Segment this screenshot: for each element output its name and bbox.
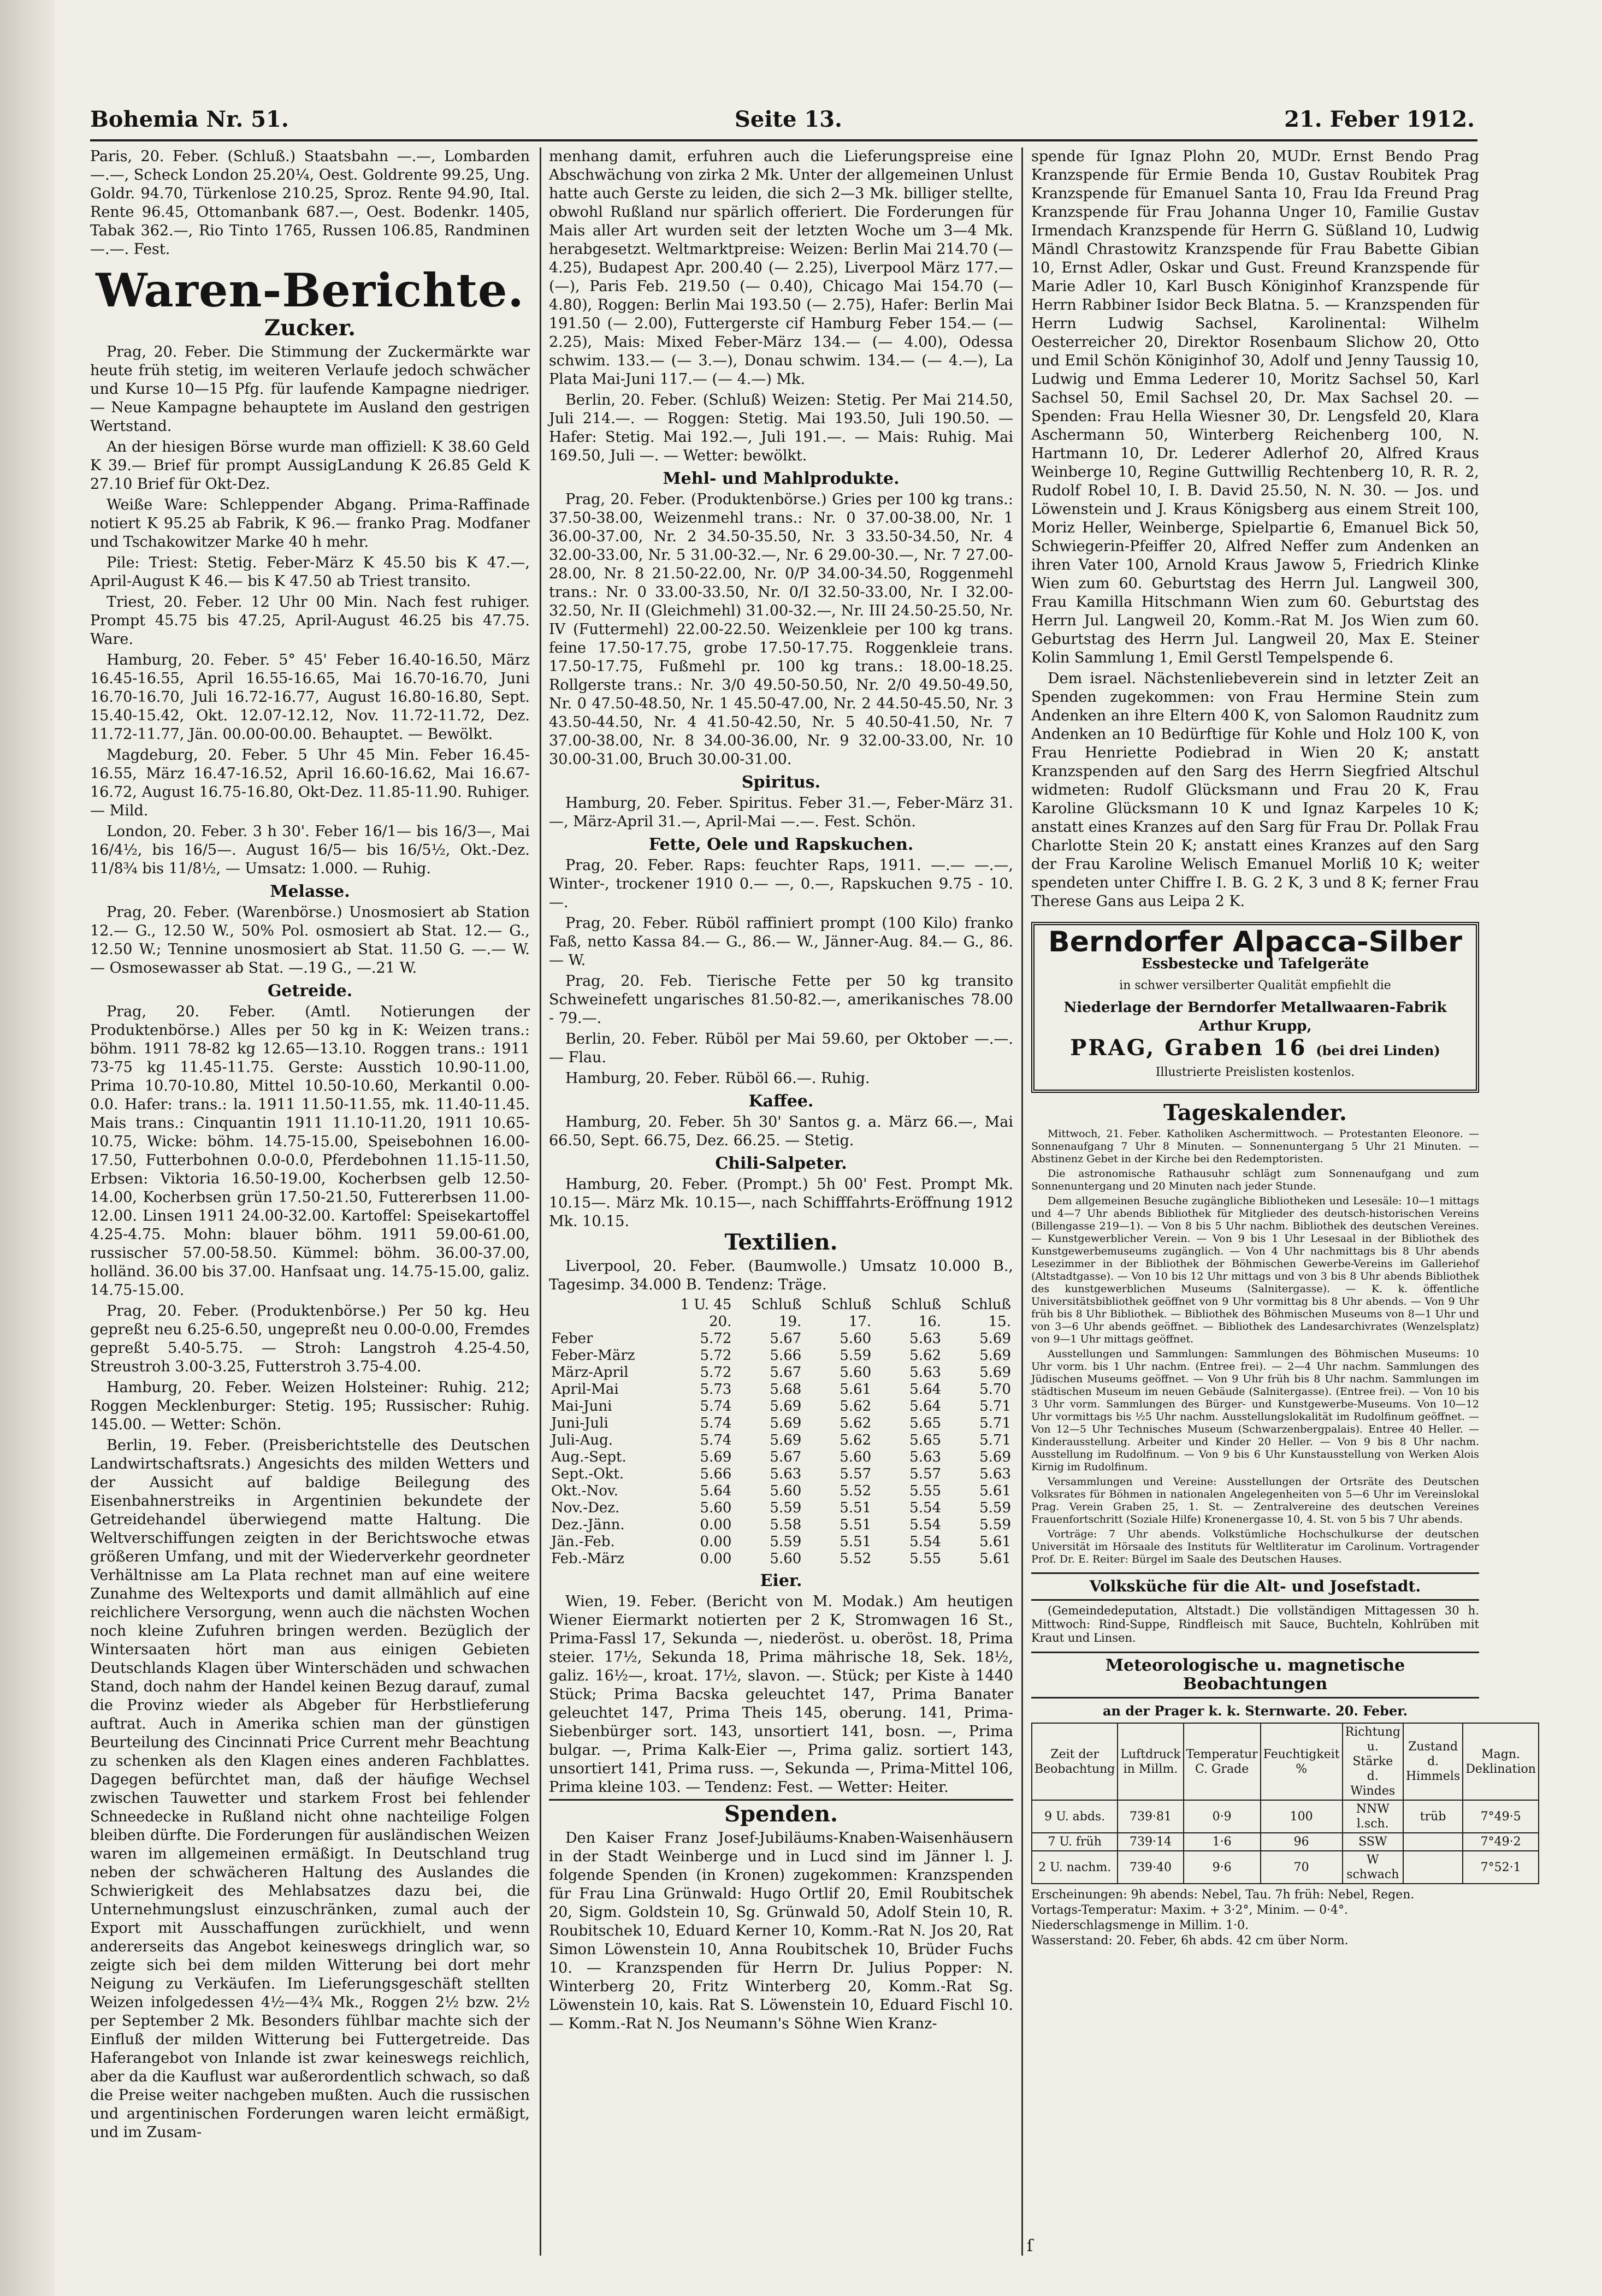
ad-address	[1041, 1035, 1469, 1061]
spenden-paragraph: Den Kaiser Franz Josef-Jubiläums-Knaben-Waisenhäusern in der Stadt Weinberge und in Lucd sind im Jänner l. J. folgende Spenden (in Kronen) zugekommen: Kranzspenden für Frau Lina Grünwald: Hugo Ortlif 20, Emil Roubitschek 20, Sigm. Goldstein 10, Sg. Grünwald 50, Adolf Stein 10, R. Roubitschek 10, Eduard Kerner 10, Komm.-Rat N. Jos 20, Rat Simon Löwenstein 10, Anna Roubitschek 10, Brüder Fuchs 10. — Kranzspenden für Herrn Dr. Julius Popper: N. Winterberg 20, Fritz Winterberg 20, Komm.-Rat Sg. Löwenstein 10, kais. Rat S. Löwenstein 10, Eduard Fischl 10. — Komm.-Rat N. Jos Neumann's Söhne Wien Kranz-	[549, 1830, 1013, 2032]
berlin-paragraph: Berlin, 20. Feber. (Schluß) Weizen: Stetig. Per Mai 214.50, Juli 214.—. — Roggen: Stetig. Mai 193.50, Juli 190.50. — Hafer: Stetig. Mai 192.—, Juli 191.—. — Mais: Ruhig. Mai 169.50, Juli —. — Wetter: bewölkt.	[549, 392, 1013, 464]
table-cell: 9·6	[1184, 1851, 1261, 1884]
column-1	[90, 147, 530, 2144]
table-cell: 5.62	[909, 1347, 942, 1364]
table-header-cell: Schluß	[821, 1297, 872, 1313]
table-cell: 5.62	[840, 1398, 872, 1415]
meteorology-note: Wasserstand: 20. Feber, 6h abds. 42 cm über Norm.	[1031, 1934, 1349, 1948]
ad-line: in schwer versilberter Qualität empfiehlt die	[1119, 979, 1391, 992]
table-header-cell: Temperatur C. Grade	[1184, 1723, 1261, 1800]
table-cell: 5.71	[979, 1398, 1011, 1415]
table-cell: Aug.-Sept.	[551, 1449, 626, 1465]
table-cell: 0·9	[1184, 1800, 1261, 1833]
getreide-paragraph: Prag, 20. Feber. (Produktenbörse.) Per 50 kg. Heu gepreßt neu 6.25-6.50, ungepreßt neu 0.00-0.00, Fremdes gepreßt 5.40-5.75. — Stroh: Langstroh 4.25-4.50, Streustroh 3.00-3.25, Futterstroh 3.75-4.00.	[90, 1303, 530, 1375]
ad-line: Niederlage der Berndorfer Metallwaaren-Fabrik Arthur Krupp,	[1063, 999, 1447, 1034]
table-header-cell: 16.	[918, 1313, 942, 1330]
table-cell: 5.72	[700, 1347, 732, 1364]
table-cell: 5.60	[840, 1449, 872, 1465]
kaffee-heading: Kaffee.	[748, 1092, 814, 1111]
volkskueche-heading: Volksküche für die Alt- und Josefstadt.	[1031, 1572, 1479, 1601]
table-cell: SSW	[1343, 1833, 1403, 1851]
table-header-cell	[549, 1297, 662, 1313]
tageskalender-paragraph: Die astronomische Rathausuhr schlägt zum Sonnenaufgang und zum Sonnenuntergang und 20 Minuten nach jeder Stunde.	[1031, 1168, 1479, 1192]
table-header-row	[1032, 1723, 1539, 1800]
table-cell	[1403, 1851, 1463, 1884]
table-cell: 5.72	[700, 1330, 732, 1347]
getreide-paragraph: Hamburg, 20. Feber. Weizen Holsteiner: Ruhig. 212; Roggen Mecklenburger: Stetig. 195; Russischer: Ruhig. 145.00. — Wetter: Schön.	[90, 1379, 530, 1433]
zucker-paragraph: Pile: Triest: Stetig. Feber-März K 45.50 bis K 47.—, April-August K 46.— bis K 47.50 ab Triest transito.	[90, 554, 530, 590]
tageskalender-paragraph: Vorträge: 7 Uhr abends. Volkstümliche Hochschulkurse der deutschen Universität im Hörsaale des Instituts für Weltliteratur im Carolinum. Vortragender Prof. Dr. E. Reiter: Bürgel im Saale des Deutschen Hauses.	[1031, 1528, 1479, 1565]
table-header-cell: Feuchtigkeit %	[1261, 1723, 1343, 1800]
table-header-cell	[549, 1313, 662, 1330]
zucker-paragraph: Hamburg, 20. Feber. 5° 45' Feber 16.40-16.50, März 16.45-16.55, April 16.55-16.65, Mai 16.70-16.70, Juni 16.70-16.70, Juli 16.72-16.77, August 16.80-16.80, Sept. 15.40-15.42, Okt. 12.07-12.12, Nov. 11.72-11.72, Dez. 11.72-11.77, Jän. 00.00-00.00. Behauptet. — Bewölkt.	[90, 652, 530, 743]
table-cell: 7°49·5	[1463, 1800, 1539, 1833]
table-cell: 5.59	[770, 1500, 802, 1516]
zucker-heading: Zucker.	[264, 315, 356, 341]
table-cell: Feber	[551, 1330, 593, 1347]
column-2	[549, 147, 1013, 2035]
table-cell	[1403, 1833, 1463, 1851]
table-cell: 7°49·2	[1463, 1833, 1539, 1851]
meteorology-notes	[1031, 1887, 1479, 1949]
table-cell: 5.62	[840, 1432, 872, 1448]
table-cell: 5.63	[909, 1364, 942, 1381]
table-cell: 5.61	[979, 1551, 1011, 1567]
fette-paragraph: Prag, 20. Feber. Rüböl raffiniert prompt (100 Kilo) franko Faß, netto Kassa 84.— G., 86.— W., Jänner-Aug. 84.— G., 86.— W.	[549, 915, 1013, 969]
table-cell: Mai-Juni	[551, 1398, 612, 1415]
table-cell: 5.74	[700, 1398, 732, 1415]
table-cell: 5.67	[770, 1364, 802, 1381]
table-row	[549, 1415, 1013, 1432]
table-cell: 5.62	[840, 1415, 872, 1431]
table-header-cell: Schluß	[961, 1297, 1011, 1313]
table-cell: 5.51	[840, 1517, 872, 1533]
table-cell: 5.65	[909, 1415, 942, 1431]
footer-mark: ſ	[1027, 2236, 1033, 2256]
table-cell: 5.69	[979, 1330, 1011, 1347]
table-date-row	[549, 1313, 1013, 1330]
table-row	[549, 1534, 1013, 1551]
table-cell: 5.68	[770, 1381, 802, 1398]
table-cell: 5.63	[909, 1449, 942, 1465]
table-cell: 5.60	[840, 1364, 872, 1381]
table-cell: trüb	[1403, 1800, 1463, 1833]
meteorology-table	[1031, 1723, 1539, 1884]
table-cell: 5.69	[979, 1347, 1011, 1364]
column-3	[1031, 147, 1536, 1949]
table-cell: Feber-März	[551, 1347, 635, 1364]
table-header-cell: Richtung u. Stärke d. Windes	[1343, 1723, 1403, 1800]
table-cell: 5.61	[979, 1534, 1011, 1550]
table-cell: 5.54	[909, 1517, 942, 1533]
table-cell: 5.55	[909, 1551, 942, 1567]
table-row	[549, 1364, 1013, 1381]
eier-heading: Eier.	[760, 1571, 802, 1590]
table-row	[549, 1551, 1013, 1567]
table-cell: 5.52	[840, 1551, 872, 1567]
israel-verein-paragraph: Dem israel. Nächstenliebeverein sind in letzter Zeit an Spenden zugekommen: von Frau Hermine Stein zum Andenken an ihre Eltern 400 K, von Salomon Raudnitz zum Andenken an 10 Bedürftige für Kohle und Holz 100 K, von Frau Henriette Podiebrad in Wien 20 K; anstatt Kranzspenden auf den Sarg des Herrn Siegfried Altschul widmeten: Rudolf Glücksmann und Frau 20 K, Frau Karoline Glücksmann 10 K und Ignaz Karpeles 10 K; anstatt eines Kranzes auf den Sarg für Frau Dr. Pollak Frau Charlotte Stein 20 K; anstatt eines Kranzes auf den Sarg der Frau Karoline Welisch Emanuel Morliß 10 K; weiter spendeten unter Chiffre I. B. G. 2 K, 3 und 8 K; ferner Frau Therese Gans aus Leipa 2 K.	[1031, 670, 1479, 910]
table-cell: 0.00	[700, 1551, 732, 1567]
table-cell: 96	[1261, 1833, 1343, 1851]
table-cell: März-April	[551, 1364, 629, 1381]
table-cell: 5.59	[979, 1517, 1011, 1533]
fette-paragraph: Berlin, 20. Feber. Rüböl per Mai 59.60, per Oktober —.—. — Flau.	[549, 1031, 1013, 1066]
table-cell: 5.61	[979, 1483, 1011, 1499]
meteorology-note: Erscheinungen: 9h abends: Nebel, Tau. 7h früh: Nebel, Regen.	[1031, 1888, 1415, 1902]
table-row	[549, 1432, 1013, 1449]
table-cell: 5.65	[909, 1432, 942, 1448]
eier-paragraph: Wien, 19. Feber. (Bericht von M. Modak.) Am heutigen Wiener Eiermarkt notierten per 2 K, Stromwagen 16 St., Prima-Fassl 17, Sekunda —, niederöst. u. oberöst. 18, Prima steier. 17½, Sekunda 18, Prima mährische 18, Sek. 18½, galiz. 16½—, kroat. 17½, slavon. —. Stück; per Kiste à 1440 Stück; Prima Bacska geleuchtet 147, Prima Banater geleuchtet 147, Prima Theis 145, oberung. 141, Prima-Siebenbürger sort. 143, unsortiert 141, bosn. —, Prima bulgar. —, Prima Kalk-Eier —, Prima galiz. sortiert 143, unsortiert 141, Prima russ. —, Sekunda —, Prima-Mittel 106, Prima kleine 103. — Tendenz: Fest. — Wetter: Heiter.	[549, 1593, 1013, 1796]
tageskalender-heading: Tageskalender.	[1163, 1100, 1347, 1126]
table-cell: 5.60	[770, 1483, 802, 1499]
table-cell: 70	[1261, 1851, 1343, 1884]
cotton-price-table	[549, 1297, 1013, 1567]
getreide-paragraph: Prag, 20. Feber. (Amtl. Notierungen der Produktenbörse.) Alles per 50 kg in K: Weizen trans.: böhm. 1911 78-82 kg 12.65—13.10. Roggen trans.: 1911 73-75 kg 11.45-11.75. Gerste: Ausstich 10.90-11.00, Prima 10.70-10.80, Mittel 10.50-10.60, Merkantil 0.00-0.0. Hafer: trans.: la. 1911 11.50-11.55, mk. 11.40-11.45. Mais trans.: Cinquantin 1911 11.10-11.20, 1911 10.65-10.75, Wicke: böhm. 14.75-15.00, Speisebohnen 16.00-17.50, Futterbohnen 0.0-0.0, Pferdebohnen 11.15-11.50, Erbsen: Viktoria 16.50-19.00, Kocherbsen gelb 12.50-14.00, Kocherbsen grün 17.50-21.50, Futtererbsen 11.00-12.00. Linsen 1911 24.00-32.00. Kartoffel: Speisekartoffel 4.25-4.75. Mohn: blauer böhm. 1911 59.00-61.00, russischer 57.00-58.50. Kümmel: böhm. 36.00-37.00, holländ. 36.00 bis 37.00. Hanfsaat ung. 14.75-15.00, galiz. 14.75-15.00.	[90, 1003, 530, 1299]
table-cell: 7 U. früh	[1032, 1833, 1118, 1851]
table-cell: 5.67	[770, 1449, 802, 1465]
table-cell: 5.69	[770, 1432, 802, 1448]
table-row	[1032, 1833, 1539, 1851]
meteorology-subheading: an der Prager k. k. Sternwarte. 20. Feber.	[1102, 1703, 1408, 1719]
table-cell: 5.66	[700, 1466, 732, 1482]
meteorology-heading: Meteorologische u. magnetische Beobachtungen	[1031, 1652, 1479, 1699]
table-cell: 5.51	[840, 1534, 872, 1550]
fette-heading: Fette, Oele und Rapskuchen.	[648, 835, 914, 854]
table-cell: 5.57	[909, 1466, 942, 1482]
table-header-cell: Zeit der Beobachtung	[1032, 1723, 1118, 1800]
mehl-heading: Mehl- und Mahlprodukte.	[663, 469, 900, 488]
meteorology-note: Niederschlagsmenge in Millim. 1·0.	[1031, 1919, 1249, 1932]
table-cell: 7°52·1	[1463, 1851, 1539, 1884]
header-page: Seite 13.	[735, 106, 842, 132]
table-header-cell: Schluß	[751, 1297, 802, 1313]
table-cell: 5.69	[700, 1449, 732, 1465]
table-row	[549, 1466, 1013, 1483]
fette-paragraph: Prag, 20. Feber. Raps: feuchter Raps, 1911. —.— —.—, Winter-, trockener 1910 0.— —, 0.—, Rapskuchen 9.75 - 10.—.	[549, 857, 1013, 911]
table-header-cell: 20.	[709, 1313, 732, 1330]
section-title: Waren-Berichte.	[96, 263, 524, 317]
table-cell: 5.69	[979, 1449, 1011, 1465]
ad-title: Berndorfer Alpacca-Silber	[1048, 926, 1462, 958]
table-cell: 1·6	[1184, 1833, 1261, 1851]
table-cell: April-Mai	[551, 1381, 619, 1398]
melasse-heading: Melasse.	[270, 882, 350, 901]
table-cell: 5.63	[909, 1330, 942, 1347]
table-cell: 5.69	[770, 1398, 802, 1415]
table-cell: 9 U. abds.	[1032, 1800, 1118, 1833]
zucker-paragraph: London, 20. Feber. 3 h 30'. Feber 16/1— bis 16/3—, Mai 16/4½, bis 16/5—. August 16/5— bis 16/5½, Okt.-Dez. 11/8¾ bis 11/8½, — Umsatz: 1.000. — Ruhig.	[90, 823, 530, 877]
table-cell: 5.59	[979, 1500, 1011, 1516]
table-cell: 5.63	[770, 1466, 802, 1482]
table-cell: 5.72	[700, 1364, 732, 1381]
table-cell: Juni-Juli	[551, 1415, 608, 1431]
textil-intro: Liverpool, 20. Feber. (Baumwolle.) Umsatz 10.000 B., Tagesimp. 34.000 B. Tendenz: Träge.	[549, 1258, 1013, 1293]
table-cell: 0.00	[700, 1517, 732, 1533]
table-cell: 739·14	[1118, 1833, 1183, 1851]
table-cell: 5.66	[770, 1347, 802, 1364]
table-cell: 5.52	[840, 1483, 872, 1499]
table-cell: Feb.-März	[551, 1551, 624, 1567]
table-cell: 5.59	[770, 1534, 802, 1550]
table-header-cell: 17.	[848, 1313, 872, 1330]
table-cell: 5.69	[770, 1415, 802, 1431]
table-cell: 5.71	[979, 1432, 1011, 1448]
fette-paragraph: Hamburg, 20. Feber. Rüböl 66.—. Ruhig.	[565, 1070, 870, 1087]
ad-line: Illustrierte Preislisten kostenlos.	[1155, 1066, 1355, 1079]
table-row	[549, 1347, 1013, 1364]
table-cell: 5.74	[700, 1415, 732, 1431]
mehl-paragraph: Prag, 20. Feber. (Produktenbörse.) Gries per 100 kg trans.: 37.50-38.00, Weizenmehl trans.: Nr. 0 37.00-38.00, Nr. 1 36.00-37.00, Nr. 2 34.50-35.50, Nr. 3 33.50-34.50, Nr. 4 32.00-33.00, Nr. 5 31.00-32.—, Nr. 6 29.00-30.—, Nr. 7 27.00-28.00, Nr. 8 21.50-22.00, Nr. 0/P 34.00-34.50, Roggenmehl trans.: Nr. 0 33.00-33.50, Nr. 0/I 32.50-33.00, Nr. I 32.00-32.50, Nr. II (Gleichmehl) 31.00-32.—, Nr. III 24.50-25.50, Nr. IV (Futtermehl) 22.00-22.50. Weizenkleie per 100 kg trans. feine 17.50-17.75, grobe 17.50-17.75. Roggenkleie trans. 17.50-17.75, Fußmehl pr. 100 kg trans.: 18.00-18.25. Rollgerste trans.: Nr. 3/0 49.50-50.50, Nr. 2/0 49.50-49.50, Nr. 0 47.50-48.50, Nr. 1 45.50-47.00, Nr. 2 44.50-45.50, Nr. 3 43.50-44.50, Nr. 4 41.50-42.50, Nr. 5 40.50-41.50, Nr. 7 37.00-38.00, Nr. 8 34.00-36.00, Nr. 9 32.00-33.00, Nr. 10 30.00-31.00, Bruch 30.00-31.00.	[549, 491, 1013, 768]
table-cell: 5.57	[840, 1466, 872, 1482]
table-cell: Dez.-Jänn.	[551, 1517, 625, 1533]
table-row	[549, 1500, 1013, 1517]
melasse-paragraph: Prag, 20. Feber. (Warenbörse.) Unosmosiert ab Station 12.— G., 12.50 W., 50% Pol. osmosiert ab Stat. 12.— G., 12.50 W.; Tennine unosmosiert ab Stat. 11.50 G. —.— W. — Osmosewasser ab Stat. —.19 G., —.21 W.	[90, 904, 530, 977]
tageskalender-paragraph: Ausstellungen und Sammlungen: Sammlungen des Böhmischen Museums: 10 Uhr vorm. bis 1 Uhr nachm. (Entree frei). — 2—4 Uhr nachm. Sammlungen des Jüdischen Museums geöffnet. — Von 9 Uhr früh bis 8 Uhr nachm. Sammlungen im städtischen Museum im neuen Gebäude (Salnitergasse). (Entree frei). — Von 10 bis 3 Uhr vorm. Sammlungen des Bürger- und Kunstgewerbe-Museums. Von 10—12 Uhr vormittags bis ½5 Uhr nachm. Ausstellungslokalität im Rudolfinum geöffnet. — Von 12—5 Uhr Technisches Museum (Schwarzenbergpalais). Entree 40 Heller. — Kinderausstellung. Arbeiter und Kinder 20 Heller. — Von 9 bis 8 Uhr nachm. Ausstellung im Rudolfinum. — Von 9 bis 6 Uhr Kunstausstellung von Werken Alois Kirnig im Rudolfinum.	[1031, 1348, 1479, 1473]
table-row	[549, 1517, 1013, 1534]
table-cell: 5.74	[700, 1432, 732, 1448]
tageskalender-paragraph: Dem allgemeinen Besuche zugängliche Bibliotheken und Lesesäle: 10—1 mittags und 4—7 Uhr abends Bibliothek für Mitglieder des deutsch-historischen Vereins (Billengasse 219—1). — Von 8 bis 5 Uhr nachm. Bibliothek des deutschen Vereines. — Kunstgewerblicher Verein. — Von 9 bis 1 Uhr Lesesaal in der Bibliothek des Kunstgewerbemuseums zugänglich. — Von 4 Uhr nachmittags bis 8 Uhr abends Lesezimmer in der Bibliothek der Böhmischen Gewerbe-Vereins im Galleriehof (Altstadtgasse). — Von 10 bis 12 Uhr mittags und von 3 bis 8 Uhr abends Bibliothek des kunstgewerblichen Museums (Salnitergasse). — K. k. öffentliche Universitätsbibliothek geöffnet von 9 Uhr vormittag bis 8 Uhr abends. — Von 9 Uhr früh bis 8 Uhr Bibliothek. — Bibliothek des Böhmischen Museums von 8—1 Uhr und von 3—6 Uhr abends geöffnet. — Bibliothek des Landesarchivrates (Wenzelsplatz) von 9—1 Uhr mittags geöffnet.	[1031, 1195, 1479, 1345]
table-header-cell: 1 U. 45	[680, 1297, 732, 1313]
table-cell: NNW l.sch.	[1343, 1800, 1403, 1833]
table-cell: 5.69	[979, 1364, 1011, 1381]
table-cell: 5.60	[770, 1551, 802, 1567]
table-row	[549, 1381, 1013, 1398]
ad-place-note: (bei drei Linden)	[1316, 1043, 1440, 1058]
getreide-heading: Getreide.	[267, 981, 353, 1001]
table-cell: 5.54	[909, 1534, 942, 1550]
meteorology-table-body	[1032, 1800, 1539, 1884]
table-cell: 5.59	[840, 1347, 872, 1364]
table-cell: 739·81	[1118, 1800, 1183, 1833]
table-cell: 5.63	[979, 1466, 1011, 1482]
header-rule	[90, 139, 1477, 141]
table-header-cell: 19.	[778, 1313, 802, 1330]
textil-heading: Textilien.	[724, 1229, 838, 1255]
table-row	[549, 1483, 1013, 1500]
column-divider-2	[1021, 147, 1023, 2256]
spenden-continued: spende für Ignaz Plohn 20, MUDr. Ernst Bendo Prag Kranzspende für Ermie Benda 10, Gustav Roubitek Prag Kranzspende für Emanuel Santa 10, Frau Ida Freund Prag Kranzspende für Frau Johanna Unger 10, Familie Gustav Irmendach Kranzspende für Herrn G. Süßland 10, Ludwig Mändl Chrastowitz Kranzspende für Frau Babette Gibian 10, Ernst Adler, Oskar und Gust. Freund Kranzspende für Marie Adler 10, Karl Busch Königinhof Kranzspende für Herrn Rabbiner Isidor Beck Blatna. 5. — Kranzspenden für Herrn Ludwig Sachsel, Karolinental: Wilhelm Oesterreicher 20, Direktor Rosenbaum Slichow 20, Otto und Emil Schön Königinhof 30, Adolf und Jenny Taussig 10, Ludwig und Emma Lederer 10, Moritz Sachsel 50, Karl Sachsel 50, Emil Sachsel 20, Dr. Max Sachsel 20. — Spenden: Frau Hella Wiesner 30, Dr. Lengsfeld 20, Klara Aschermann 50, Winterberg Reichenberg 100, N. Hartmann 10, Dr. Lederer Adlerhof 20, Alfred Kraus Weinberge 10, Regine Guttwillig Rechtenberg 10, R. R. 2, Rudolf Robel 10, I. B. David 25.50, N. N. 30. — Jos. und Löwenstein und J. Kraus Königsberg aus einem Streit 100, Moriz Heller, Weinberge, Spielpartie 6, Emanuel Bick 50, Schwiegerin-Pfeiffer 20, Alfred Neffer zum Andenken an ihren Vater 100, Arnold Kraus Jawow 5, Friedrich Klinke Wien zum 60. Geburtstag des Herrn Jul. Langweil 300, Frau Kamilla Hitschmann Wien zum 60. Geburtstag des Herrn Jul. Langweil 20, Komm.-Rat M. Jos Wien zum 60. Geburtstag des Herrn Jul. Langweil 20, Max E. Steiner Kolin Sammlung 1, Emil Gerstl Tempelspende 6.	[1031, 148, 1479, 666]
zucker-paragraph: Triest, 20. Feber. 12 Uhr 00 Min. Nach fest ruhiger. Prompt 45.75 bis 47.25, April-August 46.25 bis 47.75. Ware.	[90, 594, 530, 648]
berndorfer-advertisement	[1031, 922, 1479, 1093]
berlin-continued: menhang damit, erfuhren auch die Lieferungspreise eine Abschwächung von zirka 2 Mk. Unter der allgemeinen Unlust hatte auch Gerste zu leiden, die sich 2—3 Mk. billiger stellte, obwohl Rußland nur spärlich offeriert. Die Forderungen für Mais aller Art wurden seit der letzten Woche um 3—4 Mk. herabgesetzt. Weltmarktpreise: Weizen: Berlin Mai 214.70 (— 4.25), Budapest Apr. 200.40 (— 2.25), Liverpool März 177.— (—), Paris Feb. 219.50 (— 0.40), Chicago Mai 154.70 (— 4.80), Roggen: Berlin Mai 193.50 (— 2.75), Hafer: Berlin Mai 191.50 (— 2.00), Futtergerste cif Hamburg Feber 154.— (— 2.25), Mais: Mixed Feber-März 134.— (— 4.00), Odessa schwim. 133.— (— 3.—), Donau schwim. 134.— (— 4.—), La Plata Mai-Juni 117.— (— 4.—) Mk.	[549, 148, 1013, 388]
spenden-heading: Spenden.	[549, 1799, 1013, 1824]
table-cell: 5.60	[840, 1330, 872, 1347]
column-divider-1	[540, 147, 541, 2256]
table-header-cell: Luftdruck in Millm.	[1118, 1723, 1183, 1800]
zucker-paragraph: An der hiesigen Börse wurde man offiziell: K 38.60 Geld K 39.— Brief für prompt AussigLandung K 26.85 Geld K 27.10 Brief für Okt-Dez.	[90, 439, 530, 493]
table-cell: 5.73	[700, 1381, 732, 1398]
table-cell: Sept.-Okt.	[551, 1466, 624, 1482]
table-cell: Nov.-Dez.	[551, 1500, 620, 1516]
zucker-paragraph: Prag, 20. Feber. Die Stimmung der Zuckermärkte war heute früh stetig, im weiteren Verlaufe jedoch schwächer und Kurse 10—15 Pfg. für laufende Kampagne niedriger. — Neue Kampagne behauptete im Ausland den gestrigen Wertstand.	[90, 344, 530, 435]
table-cell: 5.61	[840, 1381, 872, 1398]
table-row	[549, 1398, 1013, 1415]
table-row	[1032, 1851, 1539, 1884]
fette-paragraph: Prag, 20. Feb. Tierische Fette per 50 kg transito Schweinefett ungarisches 81.50-82.—, amerikanisches 78.00 - 79.—.	[549, 973, 1013, 1027]
table-cell: 5.55	[909, 1483, 942, 1499]
table-cell: Juli-Aug.	[551, 1432, 613, 1448]
spiritus-paragraph: Hamburg, 20. Feber. Spiritus. Feber 31.—, Feber-März 31.—, März-April 31.—, April-Mai —.—. Fest. Schön.	[549, 795, 1013, 830]
table-cell: Jän.-Feb.	[551, 1534, 615, 1550]
table-header-cell: Zustand d. Himmels	[1403, 1723, 1463, 1800]
table-cell: 5.51	[840, 1500, 872, 1516]
ad-place: PRAG, Graben 16	[1070, 1035, 1307, 1061]
header-date: 21. Feber 1912.	[1284, 106, 1475, 132]
volkskueche-paragraph: (Gemeindedeputation, Altstadt.) Die vollständigen Mittagessen 30 h. Mittwoch: Rind-Suppe, Rindfleisch mit Sauce, Buchteln, Kohlrüben mit Kraut und Linsen.	[1031, 1604, 1479, 1644]
table-cell: 5.64	[909, 1398, 942, 1415]
chili-heading: Chili-Salpeter.	[715, 1154, 847, 1173]
table-cell: 5.67	[770, 1330, 802, 1347]
paris-report: Paris, 20. Feber. (Schluß.) Staatsbahn —.—, Lombarden —.—, Scheck London 25.20¼, Oest. Goldrente 99.25, Ung. Goldr. 94.70, Türkenlose 210.25, Sproz. Rente 94.90, Ital. Rente 96.45, Ottomanbank 687.—, Oest. Bodenkr. 1405, Tabak 362.—, Rio Tinto 1765, Russen 106.85, Randminen —.—. Fest.	[90, 148, 530, 258]
table-cell: 739·40	[1118, 1851, 1183, 1884]
table-cell: W schwach	[1343, 1851, 1403, 1884]
table-row	[1032, 1800, 1539, 1833]
meteorology-note: Vortags-Temperatur: Maxim. + 3·2°, Minim. — 0·4°.	[1031, 1903, 1349, 1917]
zucker-paragraph: Magdeburg, 20. Feber. 5 Uhr 45 Min. Feber 16.45-16.55, März 16.47-16.52, April 16.60-16.62, Mai 16.67-16.72, August 16.75-16.80, Okt-Dez. 11.85-11.90. Ruhiger. — Mild.	[90, 747, 530, 819]
chili-paragraph: Hamburg, 20. Feber. (Prompt.) 5h 00' Fest. Prompt Mk. 10.15—. März Mk. 10.15—, nach Schifffahrts-Eröffnung 1912 Mk. 10.15.	[549, 1176, 1013, 1230]
table-cell: 5.64	[909, 1381, 942, 1398]
running-head	[90, 106, 1475, 139]
table-cell: 2 U. nachm.	[1032, 1851, 1118, 1884]
table-header-cell: 15.	[988, 1313, 1011, 1330]
kaffee-paragraph: Hamburg, 20. Feber. 5h 30' Santos g. a. März 66.—, Mai 66.50, Sept. 66.75, Dez. 66.25. — Stetig.	[549, 1114, 1013, 1149]
ad-line: Essbestecke und Tafelgeräte	[1141, 956, 1369, 972]
table-cell: 100	[1261, 1800, 1343, 1833]
table-header-cell: Magn. Deklination	[1463, 1723, 1539, 1800]
getreide-paragraph: Berlin, 19. Feber. (Preisberichtstelle des Deutschen Landwirtschaftsrats.) Angesichts des milden Wetters und der Aussicht auf baldige Beilegung des Eisenbahnerstreiks in Argentinien bekundete der Getreidehandel überwiegend matte Haltung. Die Weltverschiffungen zeigten in der Berichtswoche etwas größeren Umfang, und mit der Wiederverkehr geordneter Verhältnisse am La Plata rechnet man auf eine weitere Zunahme des Weltexports und damit allmählich auf eine reichlichere Versorgung, wenn auch die nächsten Wochen noch kleine Zufuhren bringen werden. Bezüglich der Wintersaaten hört man aus einigen Gebieten Deutschlands Klagen über Winterschäden und schwachen Stand, doch nahm der Handel keinen Bezug darauf, zumal die Provinz wieder als Abgeber für Herbstlieferung auftrat. Auch in Amerika schien man der günstigen Beurteilung des Cincinnati Price Current mehr Beachtung zu schenken als den Klagen eines anderen Fachblattes. Dagegen befürchtet man, daß der häufige Wechsel zwischen Tauwetter und starkem Frost bei fehlender Schneedecke in Rußland nicht ohne nachteilige Folgen bleiben dürfte. Die Forderungen für ausländischen Weizen waren im allgemeinen ermäßigt. In Deutschland trug neben der schwächeren Haltung des Auslandes die Schwierigkeit des Mehlabsatzes dazu bei, die Unternehmungslust einzuschränken, zumal auch der Export mit Ausschaffungen zurückhielt, und wenn andererseits das Angebot keineswegs dringlich war, so zeigte sich bei dem milden Witterung bei dort mehr Neigung zu Verkäufen. Im Lieferungsgeschäft stellten Weizen infolgedessen 4½—4¾ Mk., Roggen 2½ bzw. 2½ per September 2 Mk. Besonders fühlbar machte sich der Einfluß der milden Witterung bei Futtergetreide. Das Haferangebot von Inlande ist zwar keineswegs reichlich, aber da die Kauflust war außerordentlich schwach, so daß die Preise weiter nachgeben mußten. Auch die russischen und argentinischen Forderungen waren leicht ermäßigt, und im Zusam-	[90, 1437, 530, 2141]
table-header-row	[549, 1297, 1013, 1313]
table-cell: 5.58	[770, 1517, 802, 1533]
table-cell: Okt.-Nov.	[551, 1483, 618, 1499]
table-cell: 5.70	[979, 1381, 1011, 1398]
tageskalender-body	[1031, 1128, 1479, 1566]
table-cell: 5.71	[979, 1415, 1011, 1431]
tageskalender-paragraph: Versammlungen und Vereine: Ausstellungen der Ortsräte des Deutschen Volksrates für Böhmen in nationalen Angelegenheiten von 5—6 Uhr im Vereinslokal Prag. Verein Graben 25, 1. St. — Zentralvereine des deutschen Vereines Frauenfortschritt (Soziale Hilfe) Kronenergasse 10, 4. St. von 5 bis 7 Uhr abends.	[1031, 1476, 1479, 1525]
table-cell: 5.60	[700, 1500, 732, 1516]
header-issue: Bohemia Nr. 51.	[90, 106, 289, 132]
table-row	[549, 1449, 1013, 1466]
table-cell: 5.64	[700, 1483, 732, 1499]
tageskalender-paragraph: Mittwoch, 21. Feber. Katholiken Aschermittwoch. — Protestanten Eleonore. — Sonnenaufgang 7 Uhr 8 Minuten. — Sonnenuntergang 5 Uhr 21 Minuten. — Abstinenz Gebet in der Kirche bei den Redemptoristen.	[1031, 1128, 1479, 1165]
table-row	[549, 1330, 1013, 1347]
table-header-cell: Schluß	[891, 1297, 942, 1313]
table-cell: 0.00	[700, 1534, 732, 1550]
page-binding-edge	[0, 0, 55, 2296]
cotton-table-body	[549, 1330, 1013, 1567]
table-cell: 5.54	[909, 1500, 942, 1516]
zucker-paragraph: Weiße Ware: Schleppender Abgang. Prima-Raffinade notiert K 95.25 ab Fabrik, K 96.— franko Prag. Modfaner und Tschakowitzer Marke 40 h mehr.	[90, 496, 530, 551]
spiritus-heading: Spiritus.	[741, 773, 821, 792]
